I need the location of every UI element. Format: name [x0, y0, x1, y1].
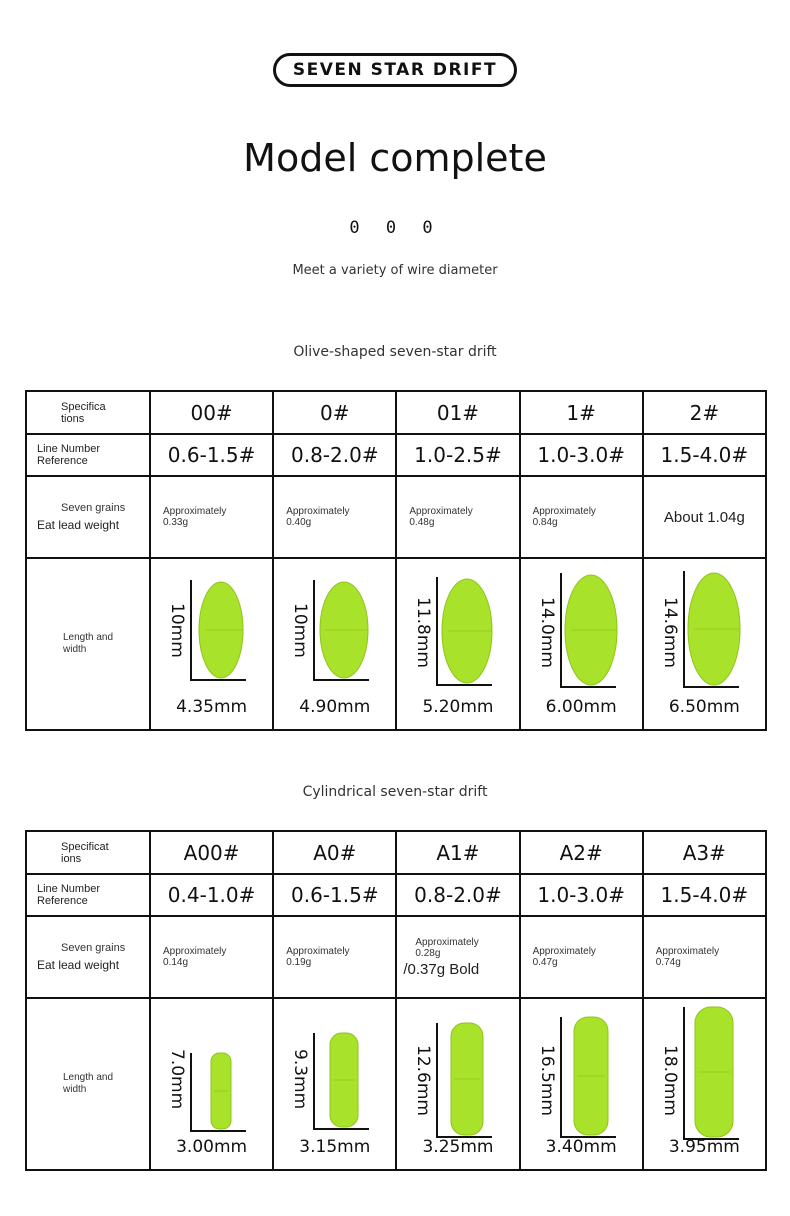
model-cell: 1#	[520, 391, 643, 434]
weight-cell: Approximately 0.28g /0.37g Bold	[396, 916, 519, 998]
weight-cell: Approximately 0.48g	[396, 476, 519, 558]
weight-label	[26, 476, 150, 558]
width-value: 4.90mm	[299, 697, 371, 717]
ref-cell: 1.0-2.5#	[396, 434, 519, 476]
ref-cell: 1.0-3.0#	[520, 434, 643, 476]
dim-cell	[520, 998, 643, 1170]
section-title-cylindrical: Cylindrical seven-star drift	[302, 784, 488, 800]
length-value: 14.6mm	[659, 597, 680, 668]
model-cell: 0#	[273, 391, 396, 434]
weight-cell: Approximately 0.40g	[273, 476, 396, 558]
length-width-label: Length and width	[63, 1072, 114, 1095]
spec-label: Specificat ions	[61, 840, 109, 865]
row-weight	[26, 476, 766, 558]
grains-label: Seven grains	[61, 941, 126, 954]
weight-cell: Approximately 0.74g	[643, 916, 766, 998]
section-title-olive: Olive-shaped seven-star drift	[293, 344, 497, 360]
weight-label	[26, 916, 150, 998]
ref-cell: 0.4-1.0#	[150, 874, 273, 916]
row-reference	[26, 874, 766, 916]
dim-cell	[273, 558, 396, 730]
dim-cell	[396, 558, 519, 730]
reference-label: Line Number Reference	[37, 883, 100, 907]
row-spec	[26, 831, 766, 874]
model-cell: A2#	[520, 831, 643, 874]
reference-label: Line Number Reference	[37, 443, 100, 467]
ref-cell: 0.6-1.5#	[273, 874, 396, 916]
length-value: 16.5mm	[536, 1045, 557, 1116]
ref-cell: 1.5-4.0#	[643, 874, 766, 916]
length-value: 7.0mm	[167, 1049, 187, 1110]
spec-table-olive	[25, 390, 767, 731]
dim-cell	[273, 998, 396, 1170]
row-dimensions	[26, 558, 766, 730]
width-value: 3.15mm	[299, 1137, 371, 1157]
dim-cell	[520, 558, 643, 730]
ref-cell: 0.8-2.0#	[273, 434, 396, 476]
length-width-label: Length and width	[63, 632, 114, 655]
length-value: 18.0mm	[659, 1045, 680, 1116]
row-weight	[26, 916, 766, 998]
length-value: 11.8mm	[413, 597, 434, 668]
width-value: 3.95mm	[668, 1137, 740, 1157]
page-subtitle: Meet a variety of wire diameter	[292, 263, 498, 278]
ref-cell: 0.8-2.0#	[396, 874, 519, 916]
length-value: 9.3mm	[290, 1049, 311, 1110]
model-cell: A1#	[396, 831, 519, 874]
weight-cell: About 1.04g	[643, 476, 766, 558]
model-cell: A0#	[273, 831, 396, 874]
length-value: 10mm	[290, 603, 311, 658]
model-cell: 2#	[643, 391, 766, 434]
width-value: 6.00mm	[545, 697, 617, 717]
page-title: Model complete	[243, 136, 547, 180]
model-cell: 01#	[396, 391, 519, 434]
width-value: 3.40mm	[545, 1137, 617, 1157]
dim-cell	[396, 998, 519, 1170]
grains-label: Seven grains	[61, 501, 126, 514]
length-value: 14.0mm	[536, 597, 557, 668]
width-value: 3.25mm	[422, 1137, 494, 1157]
eat-lead-label: Eat lead weight	[37, 957, 120, 972]
model-cell: A3#	[643, 831, 766, 874]
weight-cell: Approximately 0.19g	[273, 916, 396, 998]
length-value: 10mm	[167, 603, 187, 658]
dim-cell	[643, 558, 766, 730]
ref-cell: 0.6-1.5#	[150, 434, 273, 476]
row-spec	[26, 391, 766, 434]
brand-badge: SEVEN STAR DRIFT	[273, 53, 517, 87]
width-value: 3.00mm	[176, 1137, 248, 1157]
dim-cell	[150, 558, 273, 730]
model-cell: A00#	[150, 831, 273, 874]
length-value: 12.6mm	[413, 1045, 434, 1116]
width-value: 5.20mm	[422, 697, 494, 717]
spec-label: Specifica tions	[61, 400, 106, 425]
dim-cell	[150, 998, 273, 1170]
weight-cell: Approximately 0.14g	[150, 916, 273, 998]
dim-cell	[643, 998, 766, 1170]
weight-cell: Approximately 0.47g	[520, 916, 643, 998]
weight-cell: Approximately 0.33g	[150, 476, 273, 558]
ref-cell: 1.5-4.0#	[643, 434, 766, 476]
eat-lead-label: Eat lead weight	[37, 517, 120, 532]
width-value: 6.50mm	[668, 697, 740, 717]
row-dimensions	[26, 998, 766, 1170]
spec-table-cylindrical	[25, 830, 767, 1171]
width-value: 4.35mm	[176, 697, 248, 717]
ref-cell: 1.0-3.0#	[520, 874, 643, 916]
row-reference	[26, 434, 766, 476]
model-cell: 00#	[150, 391, 273, 434]
decorative-dots: 0 0 0	[349, 218, 441, 238]
weight-cell: Approximately 0.84g	[520, 476, 643, 558]
